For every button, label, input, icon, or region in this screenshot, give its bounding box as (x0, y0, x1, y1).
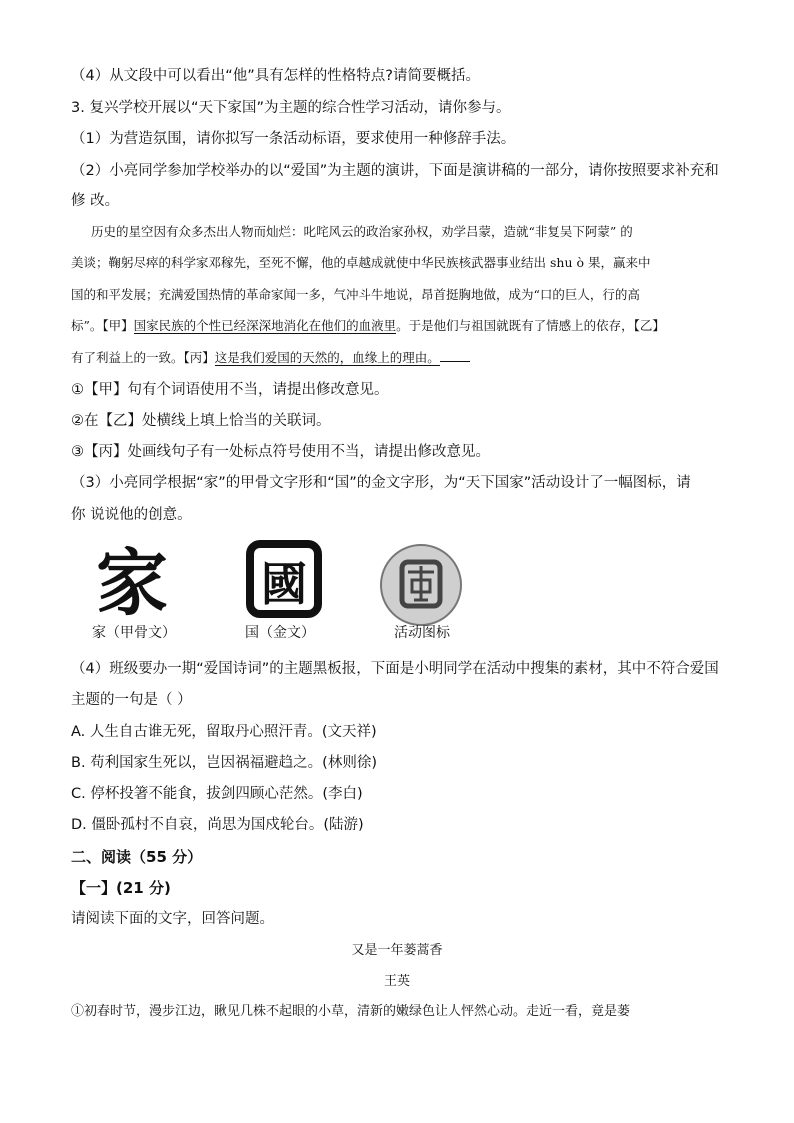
speech-line-5 (71, 348, 470, 368)
question-3-4-line2: 主题的一句是（ ） (71, 692, 192, 708)
question-3-2-line1: （2）小亮同学参加学校举办的以“爱国”为主题的演讲，下面是演讲稿的一部分，请你按照要求补充和 (71, 163, 719, 179)
speech-line-2: 美谈；鞠躬尽瘁的科学家邓稼先，至死不懈，他的卓越成就使中华民族核武器事业结出 shu ò 果，赢来中 (71, 255, 651, 270)
speech-line-4-start: 标”。【甲】 (71, 318, 134, 333)
section-2-heading: 二、阅读（55 分） (71, 848, 203, 866)
jia-oracle-bone-glyph (92, 538, 172, 618)
option-c: C. 停杯投箸不能食，拔剑四顾心茫然。(李白) (71, 786, 363, 802)
sub-question-2: ②在【乙】处横线上填上恰当的关联词。 (71, 413, 331, 429)
article-paragraph-1: ①初春时节，漫步江边，瞅见几株不起眼的小草，清新的嫩绿色让人怦然心动。走近一看，竟是蒌 (71, 1004, 631, 1019)
option-b: B. 苟利国家生死以，岂因祸福避趋之。(林则徐) (71, 755, 377, 771)
speech-line-5-start: 有了利益上的一致。【丙】 (71, 350, 215, 365)
jia-glyph-text: 家 (95, 540, 169, 618)
article-author: 王英 (383, 974, 410, 989)
question-3-intro: 3. 复兴学校开展以“天下家国”为主题的综合性学习活动，请你参与。 (71, 100, 511, 116)
question-4-text: （4）从文段中可以看出“他”具有怎样的性格特点?请简要概括。 (71, 68, 480, 84)
caption-guo: 国（金文） (245, 625, 315, 641)
reading-instruction: 请阅读下面的文字，回答问题。 (71, 911, 274, 927)
caption-logo: 活动图标 (394, 625, 450, 641)
question-3-1: （1）为营造氛围，请你拟写一条活动标语，要求使用一种修辞手法。 (71, 131, 516, 147)
speech-line-1: 历史的星空因有众多杰出人物而灿烂：叱咤风云的政治家孙权，劝学吕蒙，造就“非复吴下阿蒙” 的 (91, 224, 633, 239)
speech-underlined-jia: 国家民族的个性已经深深地消化在他们的血液里 (133, 318, 397, 333)
option-a: A. 人生自古谁无死，留取丹心照汗青。(文天祥) (71, 724, 377, 740)
question-3-3-line2: 你 说说他的创意。 (71, 507, 192, 523)
speech-underlined-bing: 这是我们爱国的天然的，血缘上的理由。 (214, 350, 440, 365)
option-d: D. 僵卧孤村不自哀，尚思为国戍轮台。(陆游) (71, 817, 364, 833)
part-1-heading: 【一】(21 分) (71, 879, 171, 897)
question-3-2-line2: 修 改。 (71, 193, 120, 209)
speech-line-3: 国的和平发展；充满爱国热情的革命家闻一多，气冲斗牛地说，昂首挺胸地做，成为“口的巨人，行的高 (71, 287, 640, 302)
question-3-4-line1: （4）班级要办一期“爱国诗词”的主题黑板报，下面是小明同学在活动中搜集的素材，其中不符合爱国 (71, 661, 719, 677)
speech-line-4-end: 。于是他们与祖国就既有了情感上的依存，【乙】 (396, 318, 665, 333)
guo-bronze-glyph (242, 538, 326, 618)
question-3-3-line1: （3）小亮同学根据“家”的甲骨文字形和“国”的金文字形，为“天下国家”活动设计了一幅图标，请 (71, 475, 691, 491)
activity-logo (378, 542, 464, 628)
underline-tail (440, 349, 470, 362)
speech-line-4 (71, 316, 665, 336)
caption-jia: 家（甲骨文） (92, 625, 176, 641)
sub-question-3: ③【丙】处画线句子有一处标点符号使用不当，请提出修改意见。 (71, 444, 490, 460)
guo-glyph-text: 國 (261, 557, 307, 611)
article-title: 又是一年蒌蒿香 (351, 943, 443, 958)
sub-question-1: ①【甲】句有个词语使用不当，请提出修改意见。 (71, 382, 389, 398)
